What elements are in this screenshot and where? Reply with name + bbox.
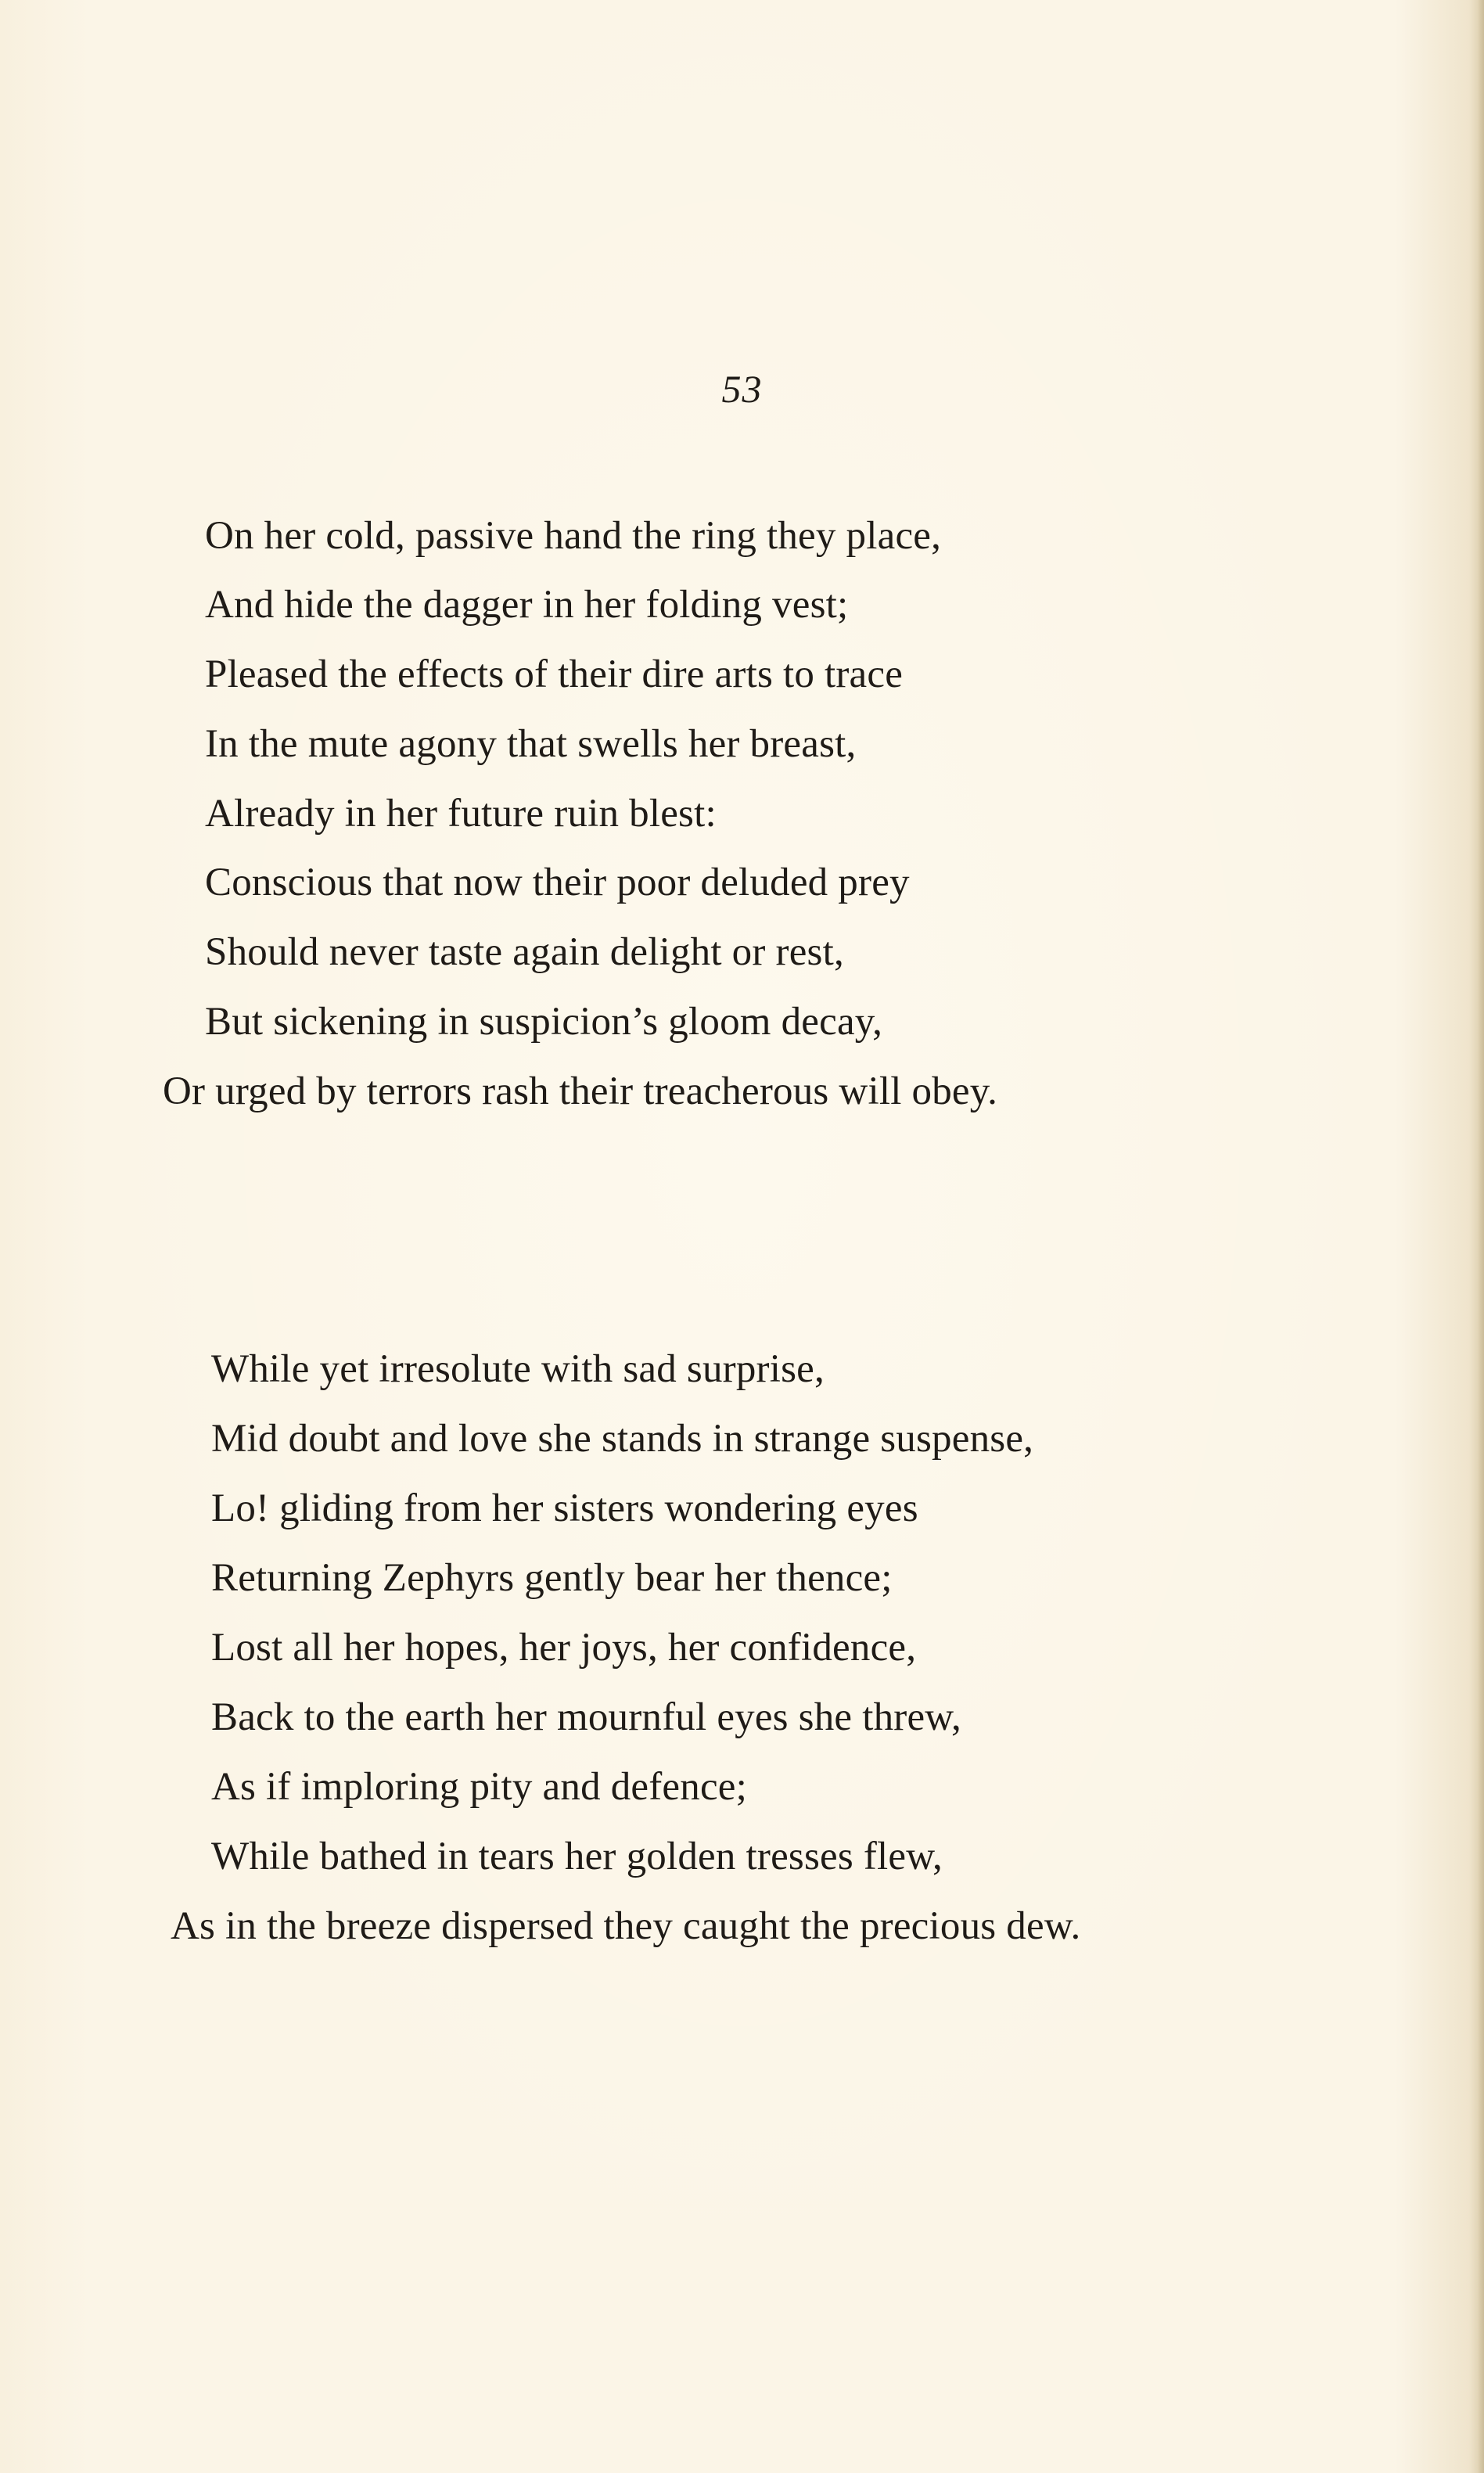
poem-line: Back to the earth her mournful eyes she threw, [211,1695,961,1739]
poem-line: But sickening in suspicion’s gloom decay, [205,1000,883,1044]
poem-line: Pleased the effects of their dire arts to trace [205,652,904,696]
poem-line: Returning Zephyrs gently bear her thence; [211,1556,893,1600]
poem-line: As if imploring pity and defence; [211,1765,748,1809]
poem-line: In the mute agony that swells her breast, [205,722,857,766]
poem-line: Lo! gliding from her sisters wondering eyes [211,1486,918,1530]
poem-line: Conscious that now their poor deluded prey [205,861,910,904]
page-number: 53 [721,367,763,411]
poem-line: Lost all her hopes, her joys, her confidence, [211,1626,917,1670]
poem-line: Should never taste again delight or rest, [205,930,844,974]
poem-line: While bathed in tears her golden tresses flew, [211,1835,943,1878]
poem-line: Or urged by terrors rash their treacherous will obey. [163,1069,998,1113]
poem-line: On her cold, passive hand the ring they place, [205,514,942,558]
poem-line: And hide the dagger in her folding vest; [205,583,849,627]
poem-line: Mid doubt and love she stands in strange suspense, [211,1417,1034,1461]
poem-line: Already in her future ruin blest: [205,792,717,836]
poem-line: As in the breeze dispersed they caught the precious dew. [171,1904,1081,1948]
poem-line: While yet irresolute with sad surprise, [211,1347,825,1391]
